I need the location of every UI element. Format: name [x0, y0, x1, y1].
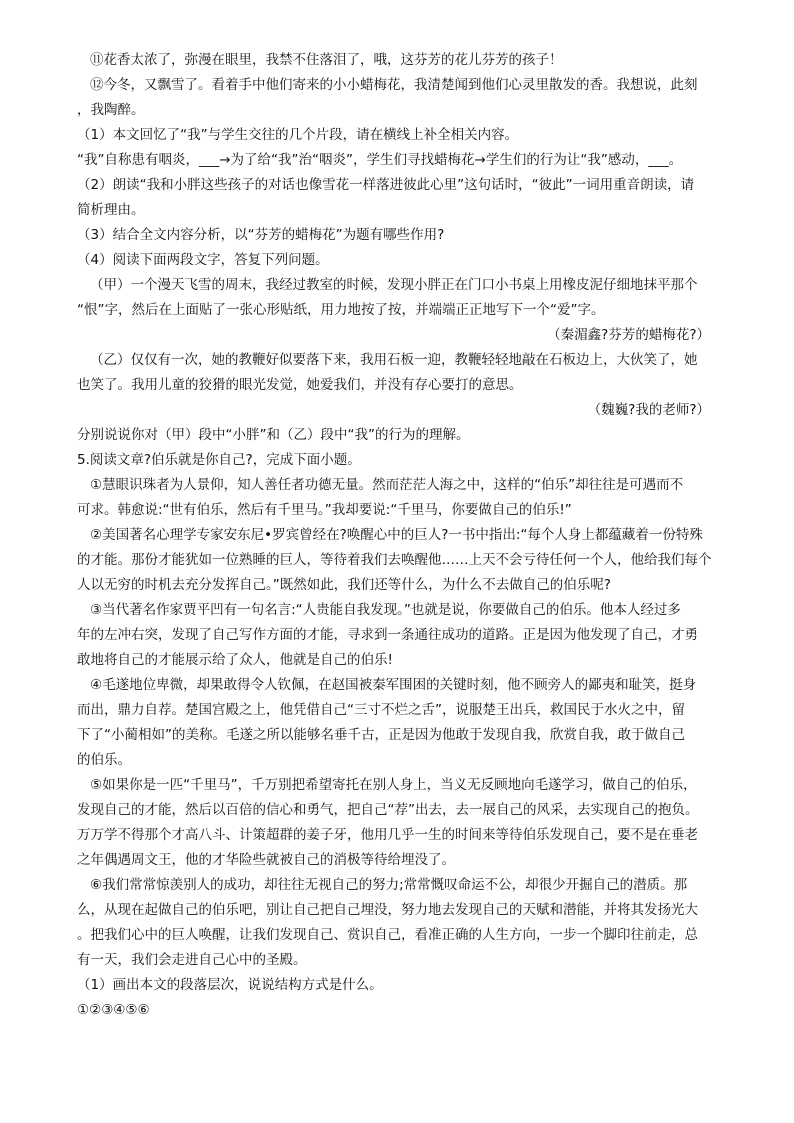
question-4: （4）阅读下面两段文字，答复下列问题。: [77, 252, 329, 268]
excerpt-b-source: （魏巍?我的老师?）: [587, 402, 710, 418]
article-p3-line-3: 敢地将自己的才能展示给了众人，他就是自己的伯乐!: [77, 652, 393, 668]
article-p5-line-4: 之年偶遇周文王，他的才华险些就被自己的消极等待给埋没了。: [77, 852, 455, 868]
excerpt-b-line-1: （乙）仅仅有一次，她的教鞭好似要落下来，我用石板一迎，教鞭轻轻地敲在石板边上，大伙笑了，她: [90, 352, 698, 368]
article-p4-line-3: 下了“小蔺相如”的美称。毛遂之所以能够名垂千古，正是因为他敢于发现自我，欣赏自我，敢于做自己: [77, 727, 685, 743]
paragraph-numbers: ①②③④⑤⑥: [77, 1002, 150, 1018]
section-5-heading: 5.阅读文章?伯乐就是你自己?，完成下面小题。: [77, 452, 361, 468]
excerpt-a-source: （秦湄鑫?芬芳的蜡梅花?）: [547, 327, 710, 343]
section-5-question-1: （1）画出本文的段落层次，说说结构方式是什么。: [77, 977, 383, 993]
article-p6-line-1: ⑥我们常常惊羡别人的成功，却往往无视自己的努力;常常慨叹命运不公，却很少开掘自己的潜质。那: [90, 877, 688, 893]
article-p5-line-1: ⑤如果你是一匹“千里马”，千万别把希望寄托在别人身上，当义无反顾地向毛遂学习，做自己的伯乐，: [90, 777, 697, 793]
question-4-prompt: 分别说说你对（甲）段中“小胖”和（乙）段中“我”的行为的理解。: [77, 427, 470, 443]
article-p3-line-1: ③当代著名作家贾平凹有一句名言:“人贵能自我发现。”也就是说，你要做自己的伯乐。他本人经过多: [90, 602, 681, 618]
article-p2-line-2: 的才能。那份才能犹如一位熟睡的巨人，等待着我们去唤醒他……上天不会亏待任何一个人，他给我们每个: [77, 552, 712, 568]
excerpt-b-line-2: 也笑了。我用儿童的狡猾的眼光发觉，她爱我们，并没有存心要打的意思。: [77, 377, 523, 393]
excerpt-a-line-2: “恨”字，然后在上面贴了一张心形贴纸，用力地按了按，并端端正正地写下一个“爱”字。: [77, 302, 605, 318]
article-p4-line-2: 而出，鼎力自荐。楚国宫殿之上，他凭借自己“三寸不烂之舌”，说服楚王出兵，救国民于水火之中，留: [77, 702, 685, 718]
article-p5-line-2: 发现自己的才能，然后以百倍的信心和勇气，把自己“荐”出去，去一展自己的风采，去实现自己的抱负。: [77, 802, 699, 818]
article-p3-line-2: 年的左冲右突，发现了自己写作方面的才能，寻求到一条通往成功的道路。正是因为他发现了自己，才勇: [77, 627, 698, 643]
article-p5-line-3: 万万学不得那个才高八斗、计策超群的姜子牙，他用几乎一生的时间来等待伯乐发现自己，要不是在垂老: [77, 827, 698, 843]
article-p6-line-4: 有一天，我们会走进自己心中的圣殿。: [77, 952, 307, 968]
article-p6-line-2: 么，从现在起做自己的伯乐吧，别让自己把自己埋没，努力地去发现自己的天赋和潜能，并将其发扬光大: [77, 902, 698, 918]
article-p4-line-1: ④毛遂地位卑微，却果敢得令人钦佩，在赵国被秦军围困的关键时刻，他不顾旁人的鄙夷和耻笑，挺身: [90, 677, 697, 693]
article-p2-line-3: 人以无穷的时机去充分发挥自己。”既然如此，我们还等什么，为什么不去做自己的伯乐呢?: [77, 577, 611, 593]
question-3: （3）结合全文内容分析，以“芬芳的蜡梅花”为题有哪些作用?: [77, 227, 445, 243]
question-1-blanks: “我”自称患有咽炎，___→为了给“我”治“咽炎”，学生们寻找蜡梅花→学生们的行为让“我”感动，___。: [77, 152, 683, 168]
article-p2-line-1: ②美国著名心理学专家安东尼•罗宾曾经在?唤醒心中的巨人?一书中指出:“每个人身上都蕴藏着一份特殊: [90, 527, 703, 543]
paragraph-11: ⑪花香太浓了，弥漫在眼里，我禁不住落泪了，哦，这芬芳的花儿芬芳的孩子！: [90, 52, 563, 68]
article-p4-line-4: 的伯乐。: [77, 752, 131, 768]
question-2-line-2: 简析理由。: [77, 202, 145, 218]
article-p1-line-1: ①慧眼识珠者为人景仰，知人善任者功德无量。然而茫茫人海之中，这样的“伯乐”却往往是可遇而不: [90, 477, 684, 493]
article-p1-line-2: 可求。韩愈说:“世有伯乐，然后有千里马。”我却要说:“千里马，你要做自己的伯乐!”: [77, 502, 572, 518]
paragraph-12-line-1: ⑫今冬，又飘雪了。看着手中他们寄来的小小蜡梅花，我清楚闻到他们心灵里散发的香。我想说，此刻: [90, 77, 698, 93]
paragraph-12-line-2: ，我陶醉。: [77, 102, 145, 118]
excerpt-a-line-1: （甲）一个漫天飞雪的周末，我经过教室的时候，发现小胖正在门口小书桌上用橡皮泥仔细地抹平那个: [90, 277, 698, 293]
article-p6-line-3: 。把我们心中的巨人唤醒，让我们发现自己、赏识自己，看准正确的人生方向，一步一个脚印往前走，总: [77, 927, 698, 943]
question-2-line-1: （2）朗读“我和小胖这些孩子的对话也像雪花一样落进彼此心里”这句话时，“彼此”一词用重音朗读，请: [77, 177, 695, 193]
question-1: （1）本文回忆了“我”与学生交往的几个片段，请在横线上补全相关内容。: [77, 127, 519, 143]
